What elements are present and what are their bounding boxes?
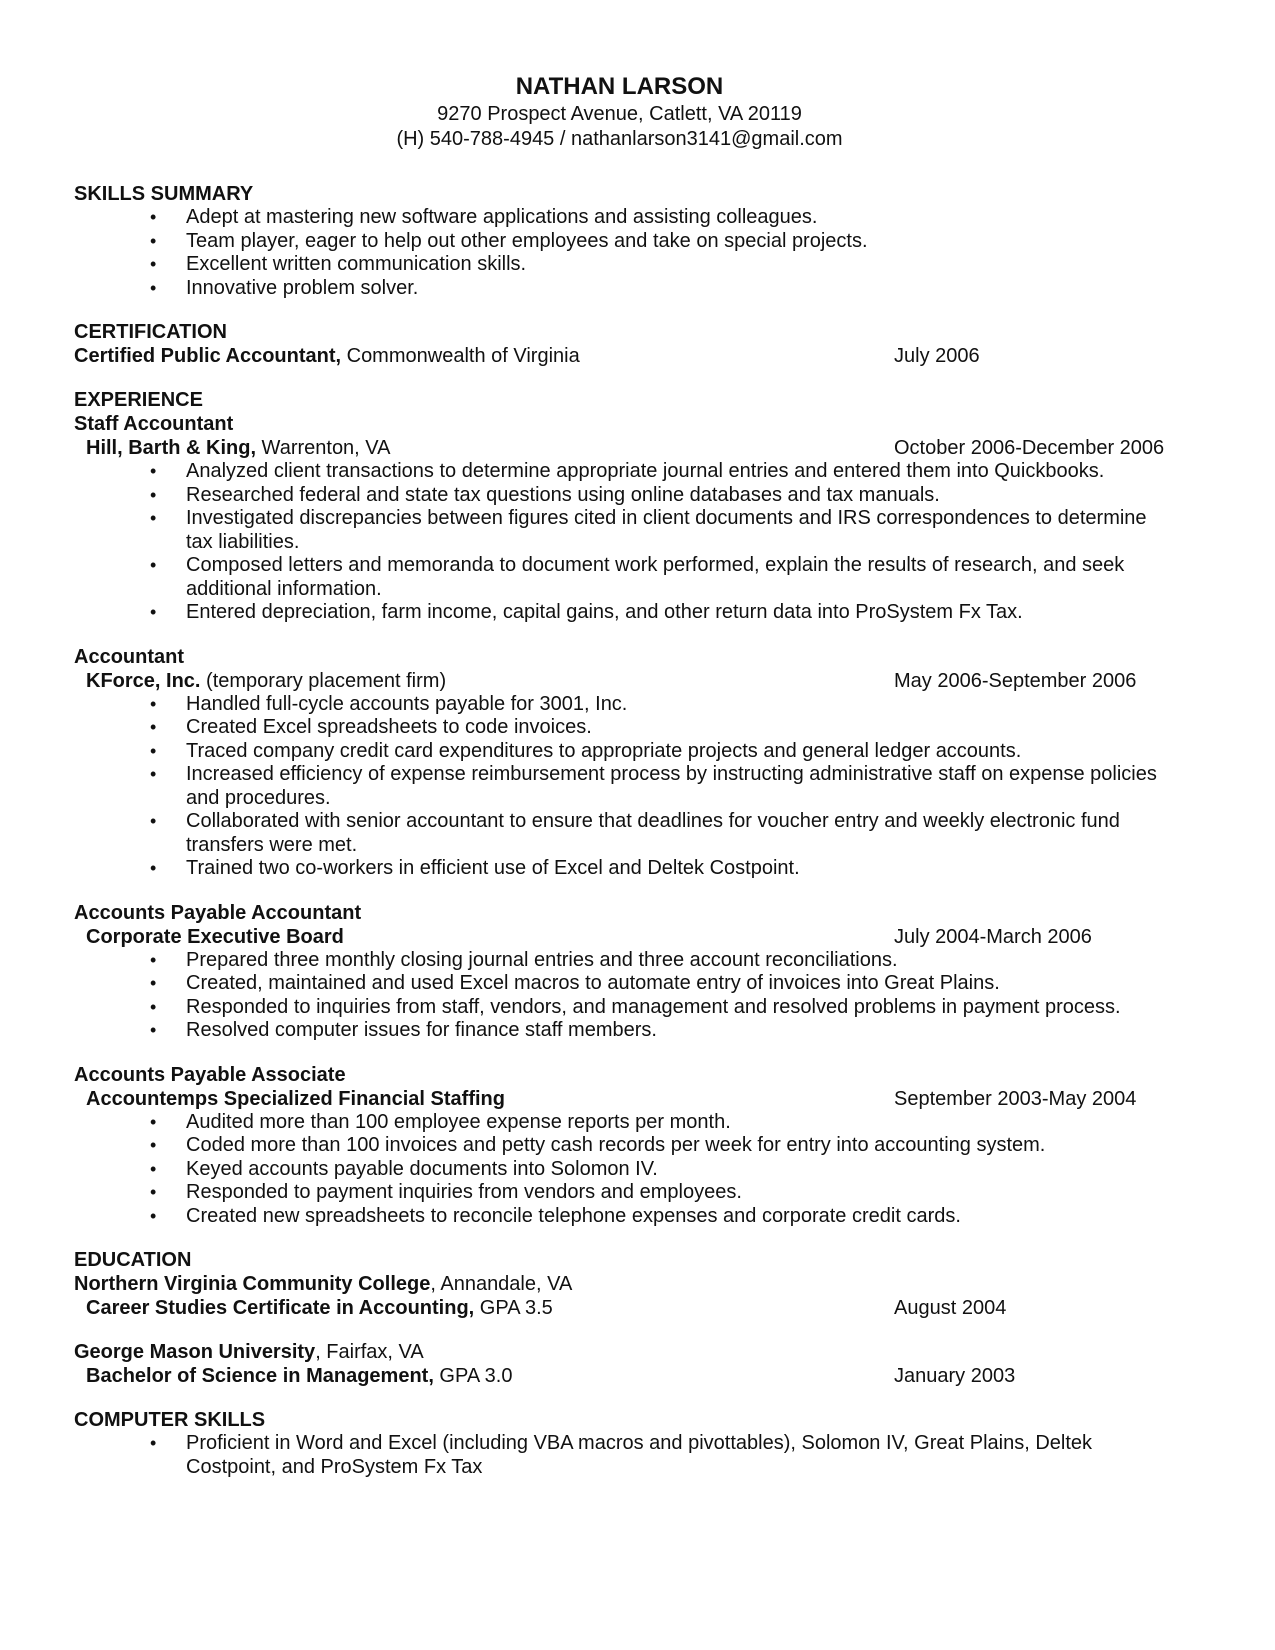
list-item: • Responded to payment inquiries from vendors and employees. xyxy=(74,1181,1165,1205)
section-title: EDUCATION xyxy=(74,1249,192,1271)
list-item: • Trained two co-workers in efficient use of Excel and Deltek Costpoint. xyxy=(74,857,1165,881)
list-item: • Team player, eager to help out other employees and take on special projects. xyxy=(74,230,1165,254)
employer-row xyxy=(74,436,1165,460)
employer-name: KForce, Inc. xyxy=(86,669,201,692)
list-item: • Created, maintained and used Excel macros to automate entry of invoices into Great Plains. xyxy=(74,972,1165,996)
certification-date: July 2006 xyxy=(894,345,980,367)
job-duties xyxy=(74,1111,1165,1229)
job-duties xyxy=(74,460,1165,625)
list-item: • Researched federal and state tax questions using online databases and tax manuals. xyxy=(74,484,1165,508)
certification-name: Certified Public Accountant, xyxy=(74,345,342,367)
job-title: Accounts Payable Associate xyxy=(74,1063,346,1086)
school-location: , Fairfax, VA xyxy=(315,1341,424,1363)
list-item: • Excellent written communication skills. xyxy=(74,253,1165,277)
job-entry xyxy=(74,901,1165,1043)
skills-list xyxy=(74,206,1165,300)
employer-row xyxy=(74,925,1165,949)
list-item: • Created Excel spreadsheets to code invoices. xyxy=(74,716,1165,740)
list-item: • Responded to inquiries from staff, vendors, and management and resolved problems in payment process. xyxy=(74,996,1165,1020)
degree-name: Bachelor of Science in Management, xyxy=(86,1365,434,1387)
computer-skills-list xyxy=(74,1432,1165,1479)
list-item: • Handled full-cycle accounts payable for 3001, Inc. xyxy=(74,693,1165,717)
job-dates: October 2006-December 2006 xyxy=(894,437,1165,459)
education-entry xyxy=(74,1272,1165,1320)
job-entry xyxy=(74,412,1165,625)
list-item: • Collaborated with senior accountant to ensure that deadlines for voucher entry and weekly electronic fund transfers were met. xyxy=(74,810,1165,857)
section-title: EXPERIENCE xyxy=(74,389,203,411)
employer-row xyxy=(74,669,1165,693)
list-item: • Traced company credit card expenditures to appropriate projects and general ledger accounts. xyxy=(74,740,1165,764)
employer-name: Corporate Executive Board xyxy=(86,925,344,948)
job-title: Accounts Payable Accountant xyxy=(74,901,362,924)
list-item: • Coded more than 100 invoices and petty cash records per week for entry into accounting system. xyxy=(74,1134,1165,1158)
degree-name: Career Studies Certificate in Accounting, xyxy=(86,1297,475,1319)
education-entry xyxy=(74,1340,1165,1388)
list-item: • Composed letters and memoranda to document work performed, explain the results of research, and seek additional information. xyxy=(74,554,1165,601)
list-item: • Analyzed client transactions to determine appropriate journal entries and entered them into Quickbooks. xyxy=(74,460,1165,484)
certification-row xyxy=(74,344,1165,368)
job-dates: May 2006-September 2006 xyxy=(894,669,1137,692)
degree-gpa: GPA 3.0 xyxy=(433,1365,513,1387)
employer-detail: (temporary placement firm) xyxy=(200,669,447,692)
address: 9270 Prospect Avenue, Catlett, VA 20119 xyxy=(437,103,802,125)
job-entry xyxy=(74,1063,1165,1229)
employer-name: Accountemps Specialized Financial Staffing xyxy=(86,1087,505,1110)
list-item: • Entered depreciation, farm income, capital gains, and other return data into ProSystem Fx Tax. xyxy=(74,601,1165,625)
list-item: • Created new spreadsheets to reconcile telephone expenses and corporate credit cards. xyxy=(74,1205,1165,1229)
employer-row xyxy=(74,1087,1165,1111)
list-item: • Increased efficiency of expense reimbursement process by instructing administrative staff on expense policies and procedures. xyxy=(74,763,1165,810)
list-item: • Keyed accounts payable documents into Solomon IV. xyxy=(74,1158,1165,1182)
education-section xyxy=(74,1248,1165,1388)
job-entry xyxy=(74,645,1165,881)
job-title: Accountant xyxy=(74,645,184,668)
job-title: Staff Accountant xyxy=(74,413,234,435)
section-title: CERTIFICATION xyxy=(74,321,227,343)
degree-row xyxy=(74,1364,1165,1388)
list-item: • Investigated discrepancies between figures cited in client documents and IRS correspondences to determine tax liabilities. xyxy=(74,507,1165,554)
list-item: • Resolved computer issues for finance staff members. xyxy=(74,1019,1165,1043)
degree-row xyxy=(74,1296,1165,1320)
job-dates: July 2004-March 2006 xyxy=(894,925,1092,948)
list-item: • Prepared three monthly closing journal entries and three account reconciliations. xyxy=(74,949,1165,973)
list-item: • Innovative problem solver. xyxy=(74,277,1165,301)
degree-gpa: GPA 3.5 xyxy=(474,1297,553,1319)
list-item: • Proficient in Word and Excel (including VBA macros and pivottables), Solomon IV, Great Plains, Deltek Costpoint, and ProSystem Fx Tax xyxy=(74,1432,1165,1479)
experience-section xyxy=(74,388,1165,1228)
section-title: COMPUTER SKILLS xyxy=(74,1409,266,1431)
contact-info: (H) 540-788-4945 / nathanlarson3141@gmail.com xyxy=(396,128,843,150)
certification-section xyxy=(74,320,1165,368)
school-location: , Annandale, VA xyxy=(430,1273,573,1295)
list-item: • Adept at mastering new software applications and assisting colleagues. xyxy=(74,206,1165,230)
list-item: • Audited more than 100 employee expense reports per month. xyxy=(74,1111,1165,1135)
certification-issuer: Commonwealth of Virginia xyxy=(341,345,580,367)
employer-detail: Warrenton, VA xyxy=(256,437,391,459)
computer-skills-section xyxy=(74,1408,1165,1479)
school-name: Northern Virginia Community College xyxy=(74,1273,431,1295)
job-duties xyxy=(74,693,1165,881)
degree-date: August 2004 xyxy=(894,1297,1007,1319)
school-row xyxy=(74,1340,1165,1364)
employer-name: Hill, Barth & King, xyxy=(86,437,256,459)
school-name: George Mason University xyxy=(74,1341,316,1363)
school-row xyxy=(74,1272,1165,1296)
job-duties xyxy=(74,949,1165,1043)
section-title: SKILLS SUMMARY xyxy=(74,183,254,205)
candidate-name: NATHAN LARSON xyxy=(515,73,724,100)
skills-summary-section xyxy=(74,182,1165,300)
degree-date: January 2003 xyxy=(894,1365,1016,1387)
resume-header xyxy=(74,72,1165,152)
job-dates: September 2003-May 2004 xyxy=(894,1087,1137,1110)
